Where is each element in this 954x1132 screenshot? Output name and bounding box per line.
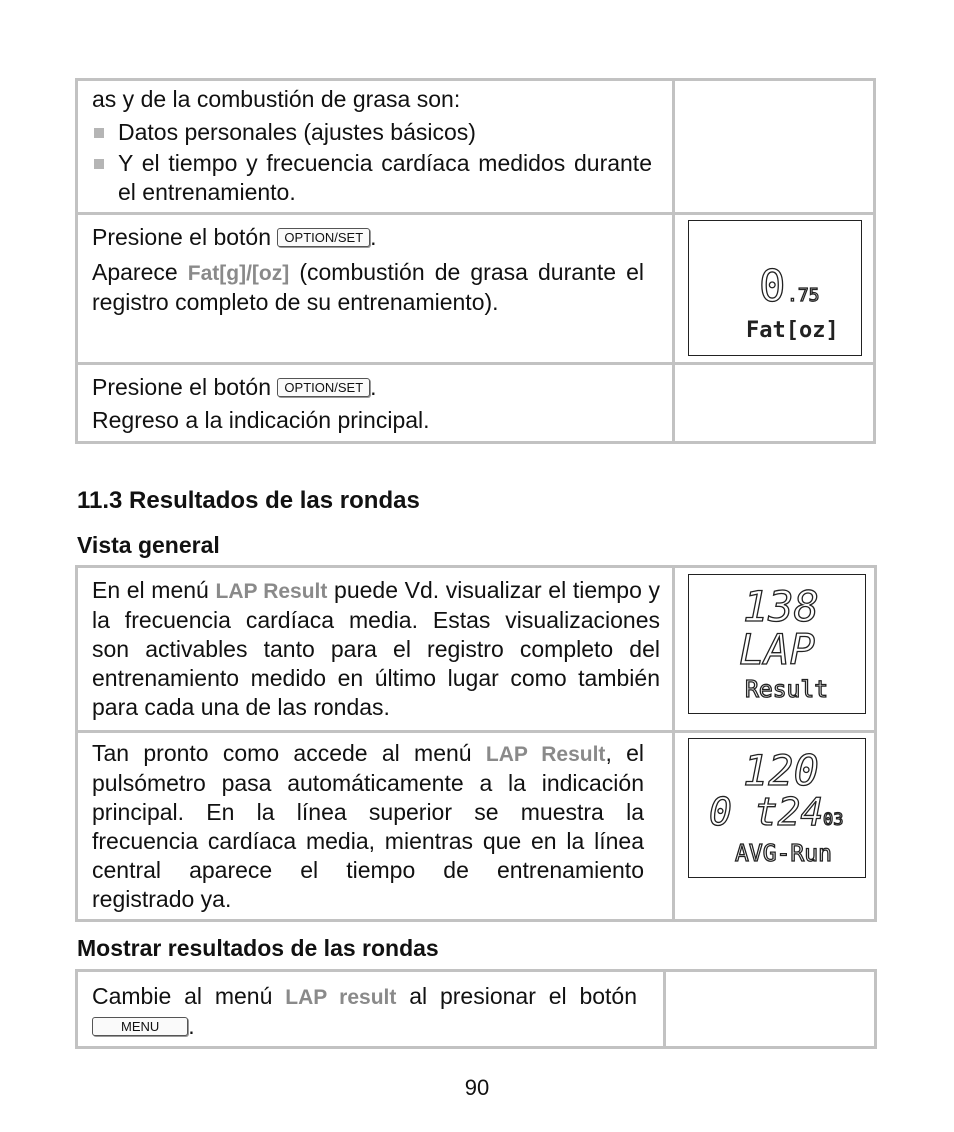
intro-text: as y de la combustión de grasa son: xyxy=(92,86,461,112)
lcd-avg-line1: 120 xyxy=(743,746,819,795)
table-row: Cambie al menú LAP result al presionar el botón MENU . xyxy=(92,983,638,1039)
page-number: 90 xyxy=(464,1075,490,1100)
option-set-button[interactable]: OPTION/SET xyxy=(277,378,370,397)
bullet-1: Datos personales (ajustes básicos) xyxy=(118,119,476,145)
menu-middle: al presionar el botón xyxy=(409,983,638,1009)
bullet-icon xyxy=(94,159,104,169)
table-row xyxy=(78,730,874,922)
avg-suffix: , el pulsómetro pasa automáticamente a la indicación principal. En la línea superior se muestra la frecuencia cardíaca media, mientras que en la línea central aparece el tiempo de entrenamiento registrado ya. xyxy=(92,740,645,912)
lcd-avg-label: AVG-Run xyxy=(735,841,832,867)
table-row: Presione el botón OPTION/SET . Regreso a la indicación principal. xyxy=(78,362,873,447)
table-lap-overview xyxy=(75,565,877,922)
fat-keyword: Fat[g]/[oz] xyxy=(187,262,290,285)
lcd-avg-small: 03 xyxy=(823,810,844,830)
lcd-lap-line2: LAP xyxy=(739,625,815,674)
avg-prefix: Tan pronto como accede al menú xyxy=(92,740,472,766)
lap-prefix: En el menú xyxy=(92,577,209,603)
table-fat-info xyxy=(75,78,876,444)
option-set-button[interactable]: OPTION/SET xyxy=(277,228,370,247)
press-text: Presione el botón xyxy=(92,224,272,250)
lcd-avg-line2: 0 t24 xyxy=(709,790,824,834)
press-text: Presione el botón xyxy=(92,374,272,400)
lap-result-keyword: LAP result xyxy=(285,986,397,1009)
back-text: Regreso a la indicación principal. xyxy=(92,407,430,433)
table-lap-show xyxy=(75,969,877,1049)
lap-result-keyword: LAP Result xyxy=(215,580,328,603)
lcd-fat-big: 0 xyxy=(759,261,786,312)
lap-suffix: puede Vd. visualizar el tiempo y la frecuencia cardíaca media. Estas visualizaciones son activables tanto para el registro completo del entrenamiento medido en último lugar como también para cada una de las rondas. xyxy=(92,577,661,720)
section2-subtitle: Mostrar resultados de las rondas xyxy=(77,935,439,961)
lcd-fat-small: .75 xyxy=(787,285,820,306)
bullet-2: Y el tiempo y frecuencia cardíaca medidos durante el entrenamiento. xyxy=(118,150,652,205)
section-subtitle: Vista general xyxy=(77,532,220,558)
lcd-fat-label: Fat[oz] xyxy=(746,318,839,343)
section-title: 11.3 Resultados de las rondas xyxy=(77,487,420,514)
table-row xyxy=(78,81,873,212)
menu-prefix: Cambie al menú xyxy=(92,983,273,1009)
lcd-lap-line1: 138 xyxy=(743,582,819,631)
table-row xyxy=(78,568,874,730)
appears-suffix: (combustión de grasa durante el registro completo de su entrenamiento). xyxy=(92,259,644,315)
lcd-lap-label: Result xyxy=(745,677,829,703)
lcd-display-avg-run xyxy=(688,738,866,878)
lap-result-keyword: LAP Result xyxy=(485,743,606,766)
lcd-display-fat xyxy=(688,220,862,356)
lcd-display-lap-result xyxy=(688,574,866,714)
menu-button[interactable]: MENU xyxy=(92,1017,188,1036)
table-row: Presione el botón OPTION/SET . Aparece Fat[g]/[oz] (combustión de grasa durante el registro completo de su entrenamiento). 0 .75 Fat[oz] xyxy=(78,212,873,365)
appears-text: Aparece xyxy=(92,259,178,285)
bullet-icon xyxy=(94,128,104,138)
